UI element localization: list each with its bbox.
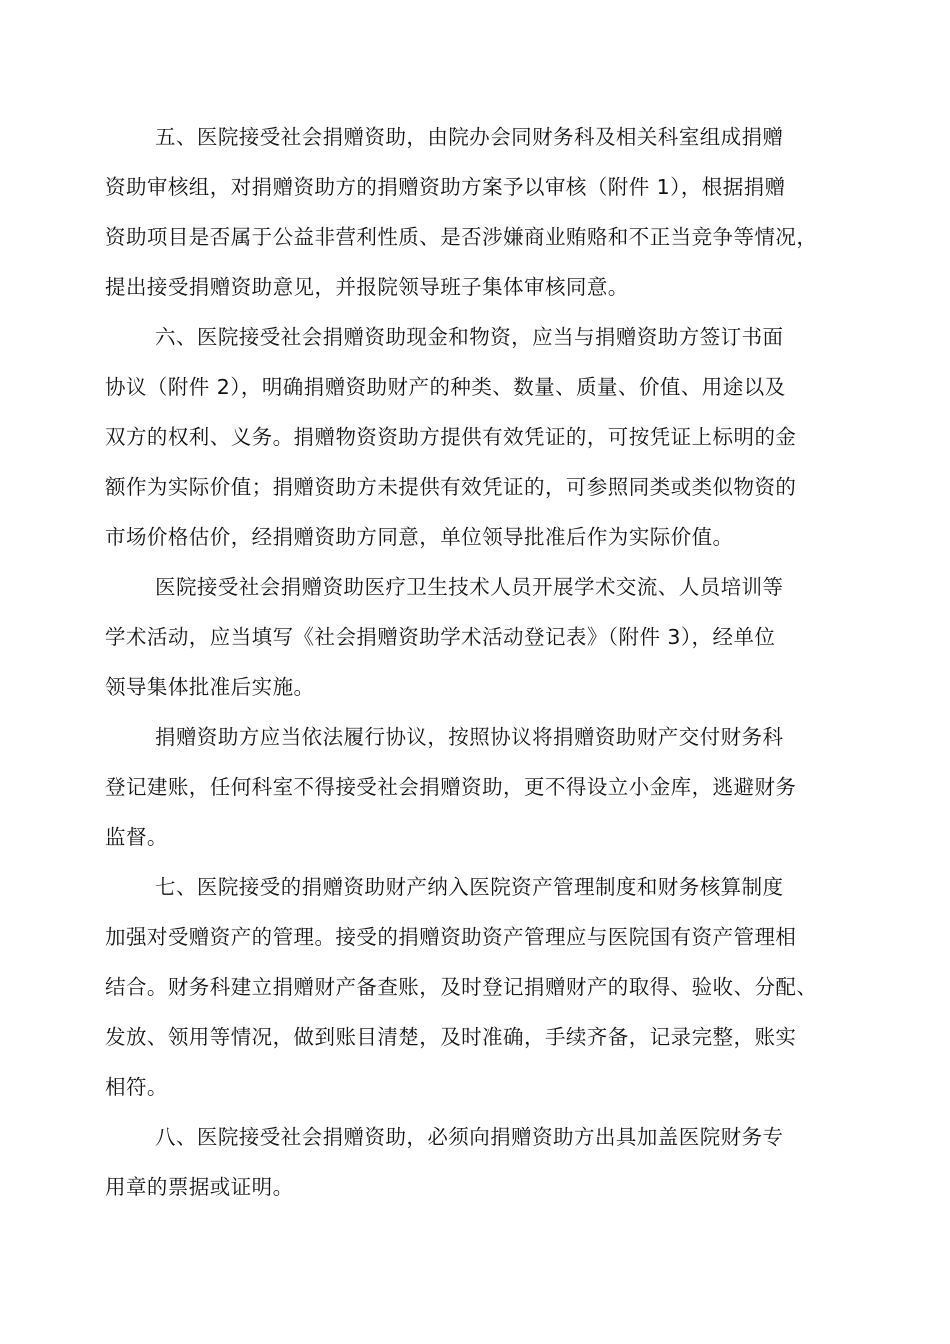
text-line: 监督。 <box>105 825 168 849</box>
text-line: 八、医院接受社会捐赠资助，必须向捐赠资助方出具加盖医院财务专 <box>155 1125 784 1149</box>
text-line: 资助项目是否属于公益非营利性质、是否涉嫌商业贿赂和不正当竞争等情况， <box>105 225 818 249</box>
text-line: 市场价格估价，经捐赠资助方同意，单位领导批准后作为实际价值。 <box>105 525 734 549</box>
text-line: 七、医院接受的捐赠资助财产纳入医院资产管理制度和财务核算制度 <box>155 875 784 899</box>
paragraph-article-7 <box>105 862 850 1112</box>
paragraph-agreement-performance <box>105 712 850 862</box>
text-line: 额作为实际价值；捐赠资助方未提供有效凭证的，可参照同类或类似物资的 <box>105 475 797 499</box>
text-line: 捐赠资助方应当依法履行协议，按照协议将捐赠资助财产交付财务科 <box>155 725 784 749</box>
paragraph-article-5 <box>105 112 850 312</box>
text-line: 五、医院接受社会捐赠资助，由院办会同财务科及相关科室组成捐赠 <box>155 125 784 149</box>
text-line: 双方的权利、义务。捐赠物资资助方提供有效凭证的，可按凭证上标明的金 <box>105 425 797 449</box>
text-line: 学术活动，应当填写《社会捐赠资助学术活动登记表》（附件 3），经单位 <box>105 625 776 649</box>
text-line: 用章的票据或证明。 <box>105 1175 294 1199</box>
text-line: 协议（附件 2），明确捐赠资助财产的种类、数量、质量、价值、用途以及 <box>105 375 786 399</box>
paragraph-article-8 <box>105 1112 850 1212</box>
text-line: 领导集体批准后实施。 <box>105 675 315 699</box>
text-line: 六、医院接受社会捐赠资助现金和物资，应当与捐赠资助方签订书面 <box>155 325 784 349</box>
text-line: 登记建账，任何科室不得接受社会捐赠资助，更不得设立小金库，逃避财务 <box>105 775 797 799</box>
text-line: 相符。 <box>105 1075 168 1099</box>
text-line: 提出接受捐赠资助意见，并报院领导班子集体审核同意。 <box>105 275 629 299</box>
text-line: 发放、领用等情况，做到账目清楚，及时准确，手续齐备，记录完整，账实 <box>105 1025 797 1049</box>
text-line: 结合。财务科建立捐赠财产备查账，及时登记捐赠财产的取得、验收、分配、 <box>105 975 818 999</box>
text-line: 医院接受社会捐赠资助医疗卫生技术人员开展学术交流、人员培训等 <box>155 575 784 599</box>
document-body <box>105 112 850 1212</box>
text-line: 加强对受赠资产的管理。接受的捐赠资助资产管理应与医院国有资产管理相 <box>105 925 797 949</box>
paragraph-article-6 <box>105 312 850 562</box>
paragraph-academic-activities <box>105 562 850 712</box>
text-line: 资助审核组，对捐赠资助方的捐赠资助方案予以审核（附件 1），根据捐赠 <box>105 175 786 199</box>
